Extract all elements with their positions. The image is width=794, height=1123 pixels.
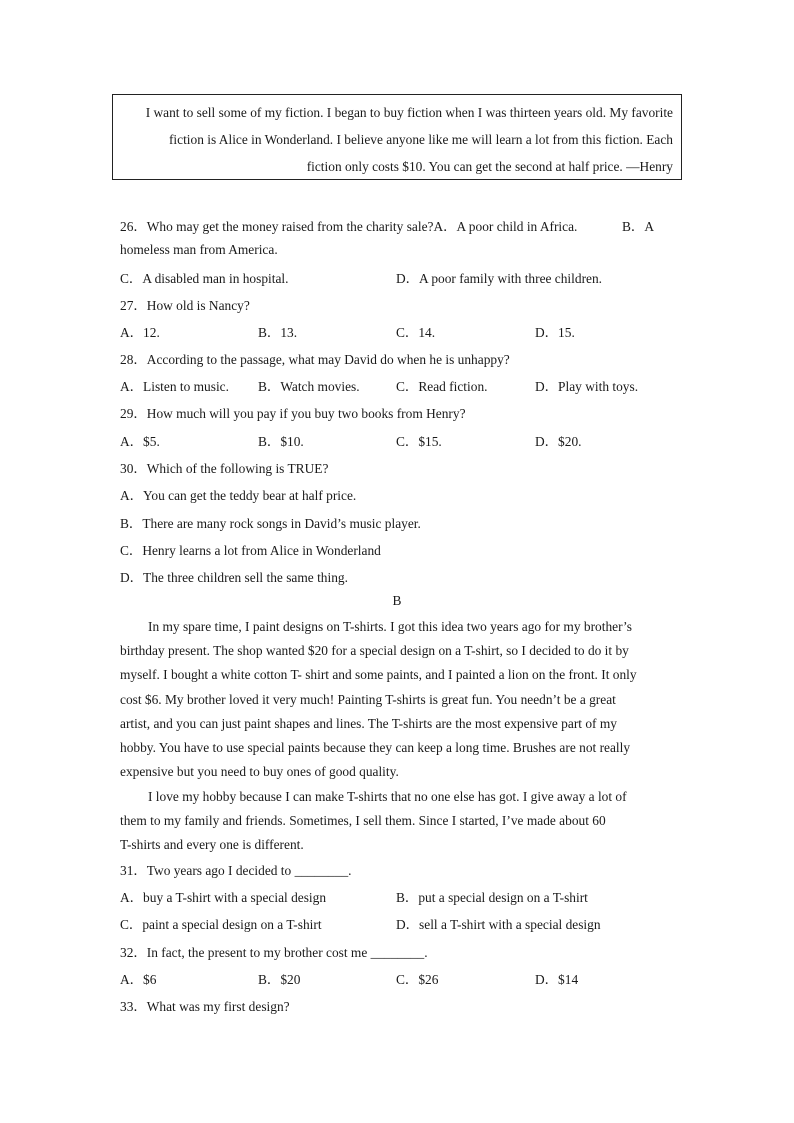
- q29-stem: 29．How much will you pay if you buy two books from Henry?: [120, 406, 466, 421]
- q30-option-c: C．Henry learns a lot from Alice in Wonderland: [120, 543, 381, 558]
- q31-option-d: D．sell a T-shirt with a special design: [396, 917, 601, 932]
- q26-option-b: B．A: [622, 219, 654, 234]
- q33-stem: 33．What was my first design?: [120, 999, 290, 1014]
- q31-option-b: B．put a special design on a T-shirt: [396, 890, 588, 905]
- q26-stem-row: [120, 216, 577, 235]
- passage-b-paragraph-2: [120, 785, 672, 858]
- q29-option-d: D．$20.: [535, 434, 582, 449]
- passage-line: hobby. You have to use special paints because they can keep a long time. Brushes are not really: [120, 740, 631, 756]
- q32-option-b: B．$20: [258, 972, 301, 987]
- q28-stem: 28．According to the passage, what may David do when he is unhappy?: [120, 352, 510, 367]
- passage-line: I love my hobby because I can make T-shirts that no one else has got. I give away a lot of: [148, 789, 627, 804]
- q27-stem: 27．How old is Nancy?: [120, 298, 250, 313]
- q31-stem: 31．Two years ago I decided to ________.: [120, 863, 352, 878]
- q32-option-c: C．$26: [396, 972, 439, 987]
- q27-option-a: A．12.: [120, 325, 160, 340]
- passage-line: birthday present. The shop wanted $20 for a special design on a T-shirt, so I decided to do it by: [120, 643, 629, 659]
- q30-option-d: D．The three children sell the same thing.: [120, 570, 348, 585]
- passage-line: In my spare time, I paint designs on T-shirts. I got this idea two years ago for my brother’s: [148, 619, 632, 634]
- q30-stem: 30．Which of the following is TRUE?: [120, 461, 329, 476]
- henry-line-1: I want to sell some of my fiction. I began to buy fiction when I was thirteen years old. My favorite: [145, 105, 673, 120]
- passage-line: artist, and you can just paint shapes and lines. The T-shirts are the most expensive part of my: [120, 715, 617, 731]
- q28-option-c: C．Read fiction.: [396, 379, 488, 394]
- q28-option-a: A．Listen to music.: [120, 379, 229, 394]
- q26-option-b-cont: homeless man from America.: [120, 242, 278, 257]
- q26-option-a: A．A poor child in Africa.: [433, 219, 578, 234]
- q26-stem: 26．Who may get the money raised from the charity sale?: [120, 219, 434, 234]
- q30-option-b: B．There are many rock songs in David’s music player.: [120, 516, 421, 531]
- passage-b-paragraph-1: [120, 615, 672, 784]
- q27-option-b: B．13.: [258, 325, 298, 340]
- q31-option-a: A．buy a T-shirt with a special design: [120, 890, 327, 905]
- q29-option-b: B．$10.: [258, 434, 304, 449]
- q31-option-c: C．paint a special design on a T-shirt: [120, 917, 322, 932]
- q26-option-d: D．A poor family with three children.: [396, 271, 603, 286]
- q27-option-c: C．14.: [396, 325, 436, 340]
- henry-notice-box: [112, 94, 682, 180]
- q28-option-d: D．Play with toys.: [535, 379, 639, 394]
- q32-stem: 32．In fact, the present to my brother cost me ________.: [120, 945, 428, 960]
- henry-line-3: fiction only costs $10. You can get the second at half price. —Henry: [306, 159, 673, 174]
- q28-option-b: B．Watch movies.: [258, 379, 360, 394]
- q32-option-a: A．$6: [120, 972, 157, 987]
- passage-line: cost $6. My brother loved it very much! Painting T-shirts is great fun. You needn’t be a great: [120, 691, 616, 707]
- q26-option-c: C．A disabled man in hospital.: [120, 271, 289, 286]
- section-b-heading: B: [392, 593, 402, 608]
- passage-line: T-shirts and every one is different.: [120, 837, 304, 853]
- q29-option-c: C．$15.: [396, 434, 442, 449]
- q30-option-a: A．You can get the teddy bear at half price.: [120, 488, 357, 503]
- q27-option-d: D．15.: [535, 325, 575, 340]
- q29-option-a: A．$5.: [120, 434, 160, 449]
- henry-line-2: fiction is Alice in Wonderland. I believe anyone like me will learn a lot from this fiction. Each: [168, 132, 673, 147]
- passage-line: myself. I bought a white cotton T- shirt and some paints, and I painted a lion on the front. It only: [120, 667, 637, 683]
- q32-option-d: D．$14: [535, 972, 579, 987]
- passage-line: expensive but you need to buy ones of good quality.: [120, 764, 399, 780]
- passage-line: them to my family and friends. Sometimes, I sell them. Since I started, I’ve made about 60: [120, 813, 606, 829]
